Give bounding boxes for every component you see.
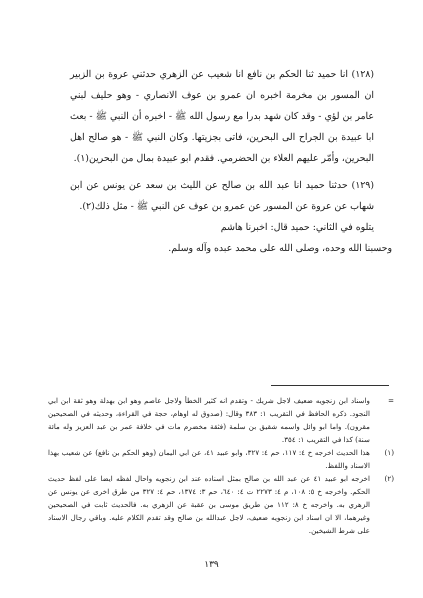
footnote-marker: = <box>387 396 394 405</box>
hadith-129: (١٢٩) حدثنا حميد انا عبد الله بن صالح عن الليث بن سعد عن يونس عن ابن شهاب عن عروة عن المسور عن عمرو بن عوف عن النبي ﷺ - مثل ذلك(٢). <box>70 180 374 212</box>
footnote-text: هذا الحديث اخرجه خ ٤: ١١٧، حم ٤: ٣٢٧، وابو عبيد ٤١، عن ابي اليمان (وهو الحكم بن نافع) عن شعيب بهذا الاسناد واللفظ. <box>48 448 370 470</box>
footnote-2 <box>48 472 394 537</box>
closing-line: وحسبنا الله وحده، وصلى الله على محمد عبده وآله وسلم. <box>168 243 392 254</box>
footnote-text: واسناد ابن زنجويه ضعيف لاجل شريك - وتقدم انه كثير الخطأ ولاجل عاصم وهو ابن بهدلة وهو ثقة ابن ابي النجود. ذكره الحافظ في التقريب ١: ٣٨٣ وقال: (صدوق له اوهام، حجة في القراءة، وحديثه في الصحيحين مقرون). واما ابو وائل واسمه شقيق بن سلمة (فثقة مخضرم مات في خلافة عمر بن عبد العزيز وله مائة سنة) كذا في التقريب ١: ٣٥٤. <box>48 396 370 444</box>
hadith-128: (١٢٨) انا حميد ثنا الحكم بن نافع انا شعيب عن الزهري حدثني عروة بن الزبير ان المسور بن مخرمة اخبره ان عمرو بن عوف الانصاري - وهو حليف لبني عامر بن لؤي - وقد كان شهد بدرا مع رسول الله ﷺ - اخبره أن النبي ﷺ - بعث ابا عبيدة بن الجراح الى البحرين، فاتى بجزيتها. وكان النبي ﷺ - هو صالح اهل البحرين، وأمّر عليهم العلاء بن الحضرمي. فقدم ابو عبيدة بمال من البحرين(١). <box>70 69 374 164</box>
main-text <box>70 64 392 259</box>
footnote-1 <box>48 446 394 472</box>
continuation-note: يتلوه في الثاني: حميد قال: اخبرنا هاشم <box>220 222 374 233</box>
footnote-continued <box>48 394 394 446</box>
footnote-divider <box>271 385 389 386</box>
page-number: ١٣٩ <box>204 560 219 570</box>
footnote-marker: (٢) <box>384 474 394 483</box>
footnote-text: اخرجه ابو عبيد ٤١ عن عبد الله بن صالح بمثل اسناده عند ابن زنجويه واحال لفظه ايضا على لفظ حديث الحكم. واخرجه خ ٥: ١٠٨، م ٤: ٢٢٧٣ ت ٤: ٦٤٠، حم ٣: ١٣٧٤، حم ٤: ٣٢٧ من طرق اخرى عن يونس عن الزهري به. واخرجه خ ٨: ١١٢ من طريق موسى بن عقبة عن الزهري به. فالحديث ثابت في الصحيحين وغيرهما، الا ان اسناد ابن زنجويه ضعيف، لاجل عبدالله بن صالح وقد تقدم الكلام عليه. وباقي رجال الاسناد على شرط الشيخين. <box>48 474 371 535</box>
footnote-marker: (١) <box>384 448 394 457</box>
footnotes <box>48 394 394 537</box>
